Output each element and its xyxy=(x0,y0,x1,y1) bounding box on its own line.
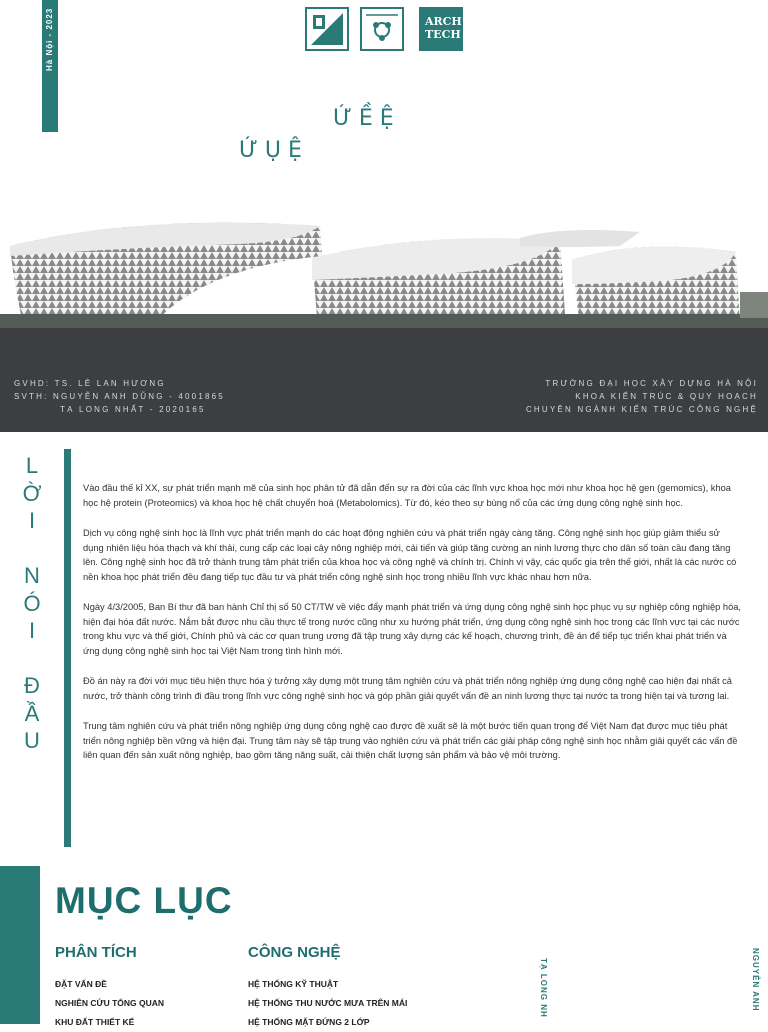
toc-item[interactable]: HỆ THỐNG MẶT ĐỨNG 2 LỚP xyxy=(248,1017,370,1027)
top-side-bar xyxy=(42,0,58,132)
intro-title-letter: I xyxy=(28,508,36,533)
title-line-2: Ứ Ụ Ệ xyxy=(239,138,302,163)
intro-title-letter xyxy=(18,645,46,673)
intro-title-letter: Ầ xyxy=(24,700,40,726)
intro-paragraph: Vào đầu thế kỉ XX, sự phát triển mạnh mẽ của sinh học phân tử đã dẫn đến sự ra đời của các lĩnh vực khoa học mới như khoa học hệ gen (gemomics), khoa học hệ protein (Proteomics) và khoa học hệ chất chuyển hoá (Metabolomics). Từ đó, kéo theo sự bùng nổ của các ứng dụng công nghệ sinh học. xyxy=(83,483,731,508)
intro-title-letter: Ó xyxy=(23,590,41,616)
intro-title-letter xyxy=(18,535,46,563)
intro-paragraph: Đồ án này ra đời với mục tiêu hiện thực hóa ý tưởng xây dựng một trung tâm nghiên cứu và phát triển nông nghiệp ứng dụng công nghệ cao hiện đại nhất cả nước, trở thành công trình đi đầu trong lĩnh vực công nghệ sinh học và góp phần giải quyết vấn đề an ninh lương thực tại nước ta trong hiện tại và tương lai. xyxy=(83,676,732,701)
toc-accent-bar xyxy=(0,866,40,1024)
intro-title-letter: Đ xyxy=(24,673,40,698)
toc-item[interactable]: NGHIÊN CỨU TỔNG QUAN xyxy=(55,998,165,1008)
intro-vertical-title xyxy=(18,452,46,755)
side-tag: Hà Nội - 2023 xyxy=(45,8,54,72)
major-name: CHUYÊN NGÀNH KIẾN TRÚC CÔNG NGHỆ xyxy=(525,405,758,414)
faculty-name: KHOA KIẾN TRÚC & QUY HOẠCH xyxy=(575,392,758,401)
supervisor-info xyxy=(14,377,225,416)
toc-list-analysis xyxy=(55,975,164,1032)
school-name: TRƯỜNG ĐẠI HỌC XÂY DỰNG HÀ NỘI xyxy=(545,379,758,388)
side-label-author-1: TẠ LONG NH xyxy=(539,958,548,1018)
intro-title-letter: U xyxy=(24,728,40,753)
archtech-logo-text: ARCH TECH xyxy=(425,15,462,41)
toc-list-technology xyxy=(248,975,407,1032)
intro-accent-bar xyxy=(64,449,71,847)
intro-body xyxy=(83,481,741,779)
school-info xyxy=(526,377,758,416)
building-render-image xyxy=(0,196,768,332)
student-line-1: SVTH: NGUYỄN ANH DŨNG - 4001865 xyxy=(14,392,225,401)
intro-title-letter: Ờ xyxy=(22,480,42,506)
supervisor-line: GVHD: TS. LÊ LAN HƯƠNG xyxy=(14,379,166,388)
student-line-2: TẠ LONG NHẤT - 2020165 xyxy=(60,405,206,414)
toc-item[interactable]: KHU ĐẤT THIẾT KẾ xyxy=(55,1017,135,1027)
toc-item[interactable]: ĐẶT VẤN ĐỀ xyxy=(55,979,107,989)
university-logo-icon xyxy=(305,7,349,51)
toc-item[interactable]: HỆ THỐNG THU NƯỚC MƯA TRÊN MÁI xyxy=(248,998,408,1008)
side-label-author-2: NGUYỄN ANH xyxy=(751,948,760,1012)
intro-paragraph: Dịch vụ công nghệ sinh học là lĩnh vực phát triển mạnh do các hoạt động nghiên cứu và phát triển ngày càng tăng. Công nghệ sinh học giúp giảm thiểu sử dụng nhiên liệu hóa thạch và khí thải, cung cấp các loại cây nông nghiệp mới, cải tiến và giúp tăng cường an ninh lương thực cho dân số toàn cầu đang tăng lên. Công nghệ sinh học đã trở thành trung tâm phát triển của khoa học và công nghệ và chính trị. Chính vị vậy, các quốc gia trên thế giới, nhất là các nước có nền khoa học phát triển đều đang tiếp tục đầu tư và phát triển công nghệ sinh học trong nhiều lĩnh vực khác nhau hơn nữa. xyxy=(83,528,737,582)
toc-heading-technology: CÔNG NGHỆ xyxy=(248,944,341,961)
archtech-logo xyxy=(419,7,463,51)
toc-item[interactable]: HỆ THỐNG KỸ THUẬT xyxy=(248,979,339,989)
intro-title-letter: I xyxy=(28,618,36,643)
intro-title-letter: N xyxy=(24,563,40,588)
intro-paragraph: Ngày 4/3/2005, Ban Bí thư đã ban hành Chỉ thị số 50 CT/TW về việc đẩy mạnh phát triển và ứng dụng công nghệ sinh học phục vụ sự nghiệp công nghiệp hóa, hiện đại hóa đất nước. Nắm bắt được nhu cầu thực tế trong nước cũng như xu hướng phát triển, ứng dụng công nghệ sinh học trong các lĩnh vực tại các nước trong khu vực và thế giới, Chính phủ và các cơ quan trung ương đã tập trung xây dựng các kế hoạch, chương trình, đề án để tiếp tục triển khai phát triển và ứng dụng công nghệ sinh học tại Việt Nam trong tình hình mới. xyxy=(83,602,741,656)
toc-heading-analysis: PHÂN TÍCH xyxy=(55,944,137,961)
intro-title-letter: L xyxy=(25,453,39,478)
title-line-1: Ứ Ề Ệ xyxy=(333,106,394,131)
toc-title: MỤC LỤC xyxy=(55,880,233,921)
faculty-logo-icon xyxy=(360,7,404,51)
intro-paragraph: Trung tâm nghiên cứu và phát triển nông nghiệp ứng dụng công nghệ cao được đề xuất sẽ là một bước tiến quan trọng để Việt Nam đạt được mục tiêu phát triển nông nghiệp bền vững và hiện đại. Trung tâm này sẽ tập trung vào nghiên cứu và phát triển các giải pháp công nghệ sinh học nhằm giải quyết các vấn đề liên quan đến sản xuất nông nghiệp, bao gồm tăng năng suất, cải thiện chất lượng sản phẩm và bảo vệ môi trường. xyxy=(83,721,738,760)
